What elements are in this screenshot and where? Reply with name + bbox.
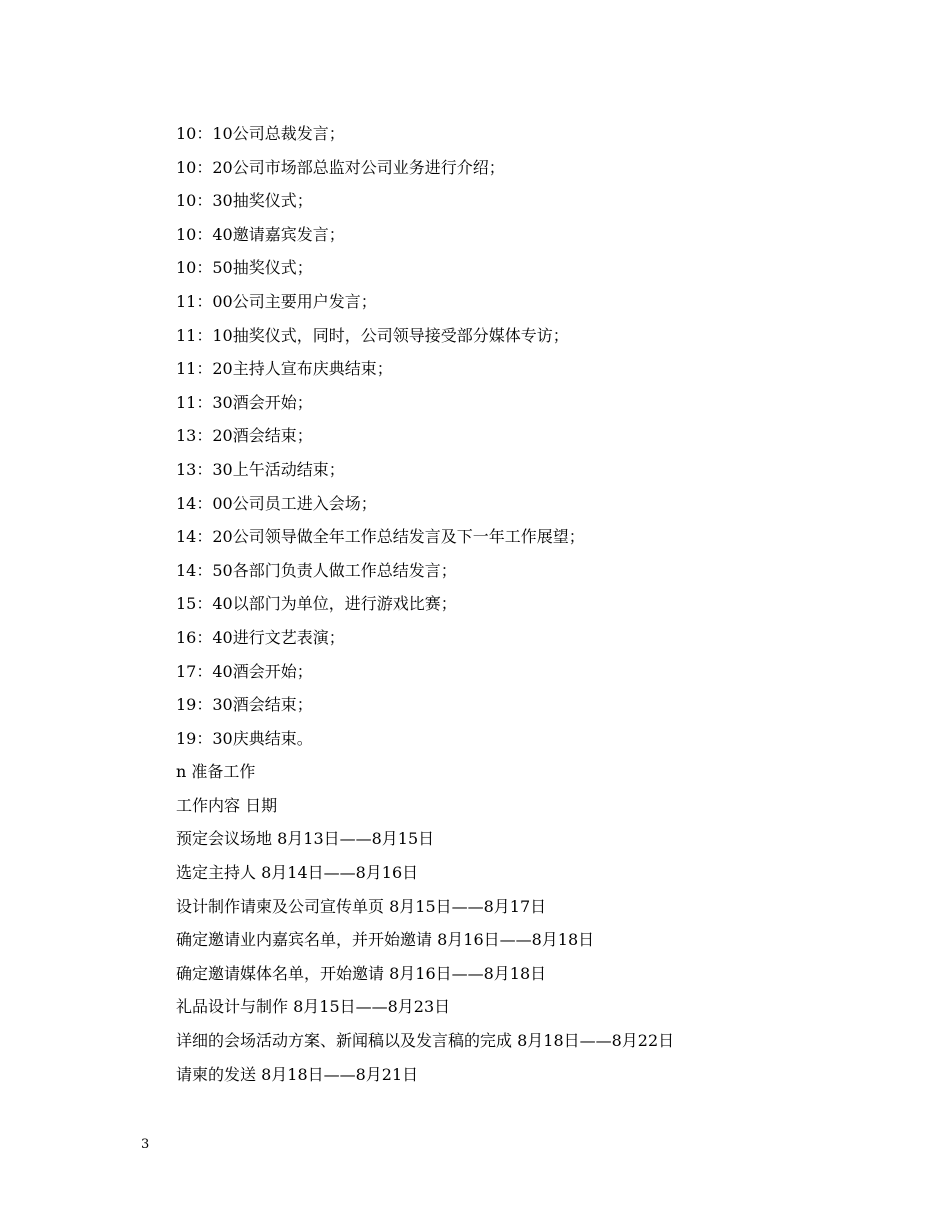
text-line: 13：20酒会结束； [176,426,313,446]
text-line: 10：30抽奖仪式； [176,191,313,211]
task-row: 选定主持人 8月14日——8月16日 [176,863,419,883]
text-line: 11：00公司主要用户发言； [176,291,377,311]
text-line: 15：40以部门为单位，进行游戏比赛； [176,594,457,614]
text-line: 11：30酒会开始； [176,392,313,412]
task-row: 设计制作请柬及公司宣传单页 8月15日——8月17日 [176,896,547,916]
text-line: 11：20主持人宣布庆典结束； [176,359,393,379]
text-line: 13：30上午活动结束； [176,459,345,479]
text-line: 10：20公司市场部总监对公司业务进行介绍； [176,157,505,177]
task-row: 详细的会场活动方案、新闻稿以及发言稿的完成 8月18日——8月22日 [176,1031,675,1051]
text-line: 16：40进行文艺表演； [176,627,345,647]
text-line: 14：00公司员工进入会场； [176,493,377,513]
document-body [176,117,876,1091]
task-row: 确定邀请业内嘉宾名单，并开始邀请 8月16日——8月18日 [176,930,595,950]
text-line: 10：50抽奖仪式； [176,258,313,278]
table-header: 工作内容 日期 [176,795,278,815]
task-row: 礼品设计与制作 8月15日——8月23日 [176,997,451,1017]
text-line: 17：40酒会开始； [176,661,313,681]
text-line: 10：40邀请嘉宾发言； [176,224,345,244]
text-line: 19：30酒会结束； [176,695,313,715]
task-row: 确定邀请媒体名单，开始邀请 8月16日——8月18日 [176,963,547,983]
text-line: 14：50各部门负责人做工作总结发言； [176,560,457,580]
text-line: 11：10抽奖仪式，同时，公司领导接受部分媒体专访； [176,325,569,345]
section-heading: n 准备工作 [176,762,256,782]
text-line: 10：10公司总裁发言； [176,124,345,143]
page-number: 3 [141,1137,150,1152]
text-line: 19：30庆典结束。 [176,728,313,748]
text-line: 14：20公司领导做全年工作总结发言及下一年工作展望； [176,527,585,547]
task-row: 预定会议场地 8月13日——8月15日 [176,829,435,849]
task-row: 请柬的发送 8月18日——8月21日 [176,1064,419,1084]
